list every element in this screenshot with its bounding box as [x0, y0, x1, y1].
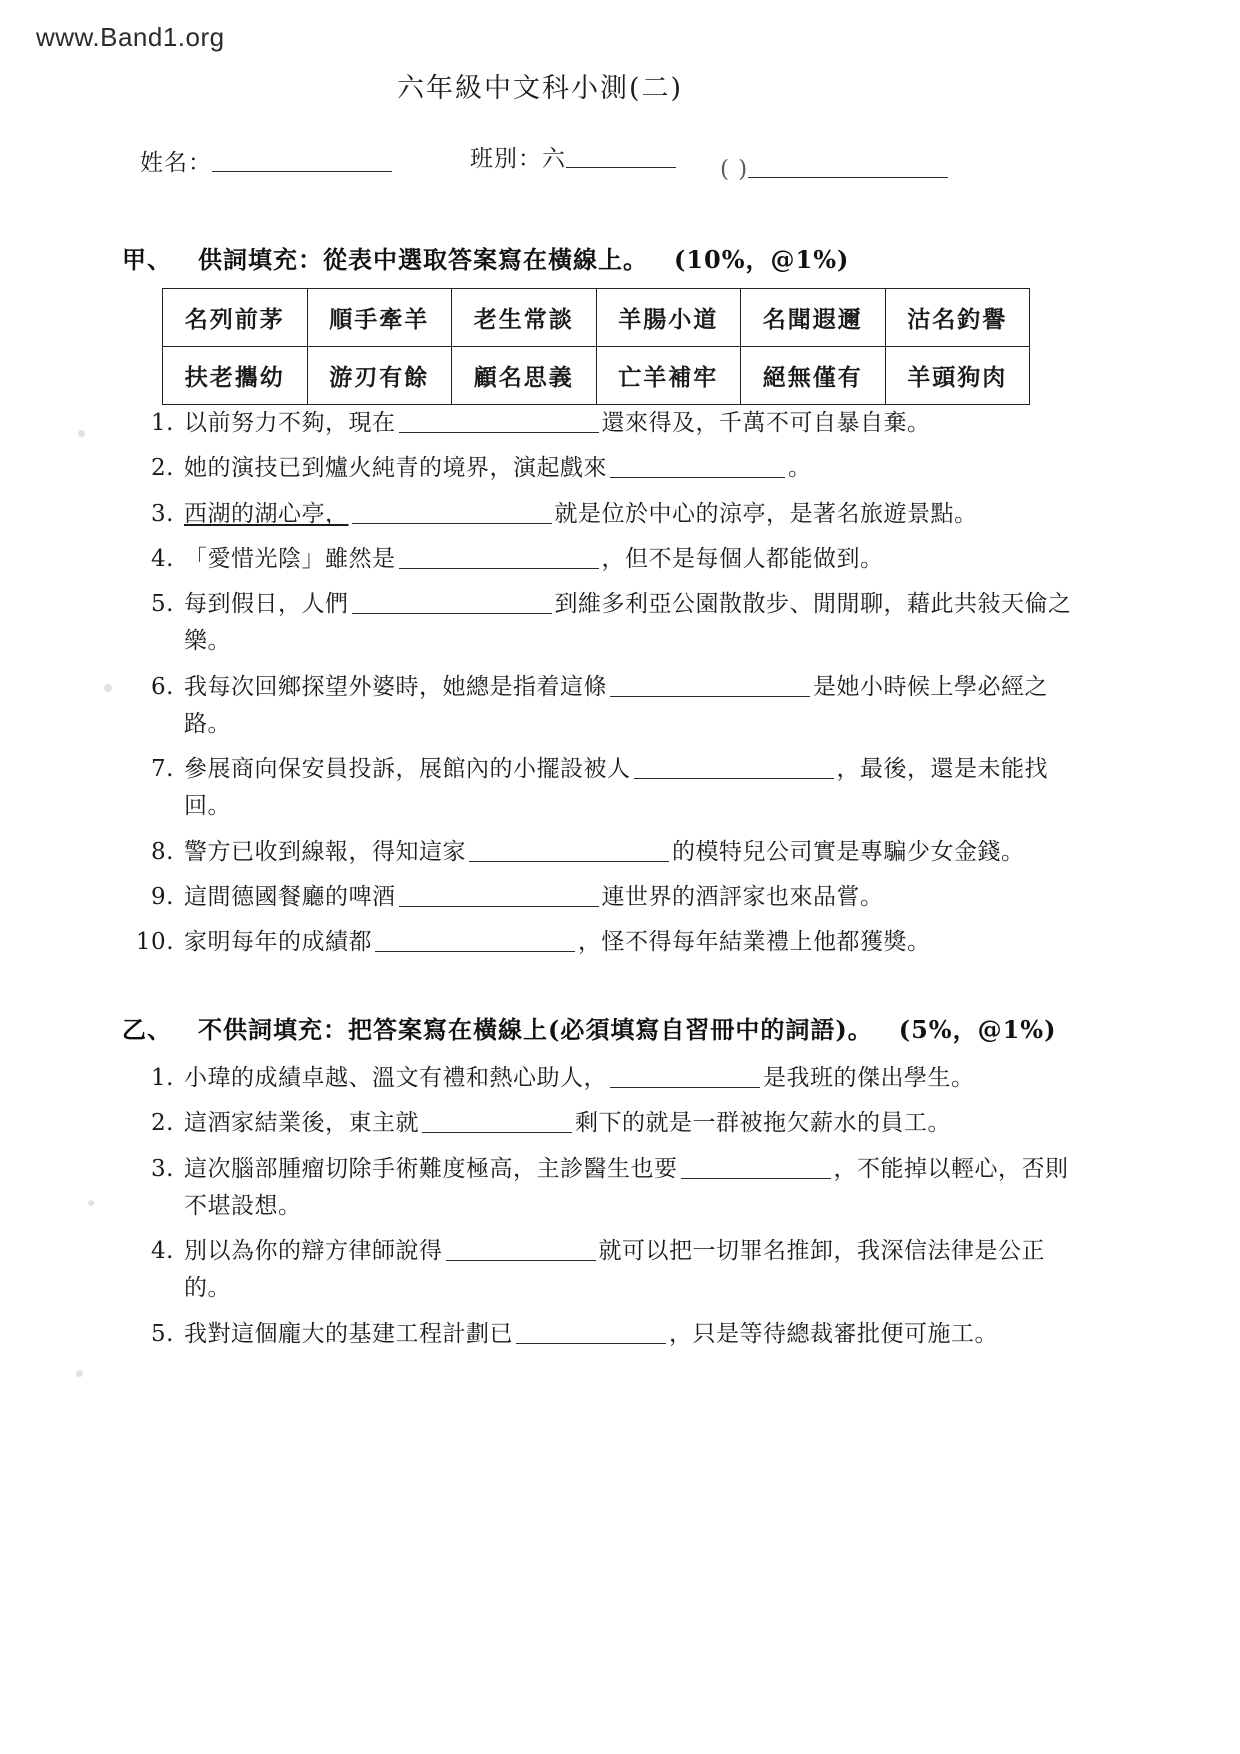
student-number-label: ( ) — [720, 156, 749, 183]
question-text-pre: 我每次回鄉探望外婆時，她總是指着這條 — [184, 673, 607, 700]
answer-blank[interactable] — [422, 1106, 572, 1133]
list-item — [130, 834, 1090, 871]
question-text-post: 是我班的傑出學生。 — [763, 1065, 975, 1091]
question-text-post: 就可以把一切罪名推卸，我深信法律是公正的。 — [184, 1238, 1045, 1302]
question-number: 1. — [151, 1065, 174, 1091]
word-bank-table — [162, 288, 1030, 405]
question-number: 2. — [151, 455, 174, 482]
student-class-label: 班別：六 — [470, 146, 566, 172]
question-text-pre: 這酒家結業後，東主就 — [184, 1110, 419, 1137]
question-body — [184, 496, 1090, 533]
list-item — [130, 405, 1090, 442]
table-row — [163, 289, 1030, 347]
list-item — [130, 924, 1090, 961]
question-text-pre: 別以為你的辯方律師說得 — [184, 1238, 443, 1264]
question-text-post: ，但不是每個人都能做到。 — [601, 545, 884, 572]
question-text-pre: 我對這個龐大的基建工程計劃已 — [184, 1320, 513, 1347]
student-name-blank[interactable] — [212, 146, 392, 172]
answer-blank[interactable] — [610, 669, 810, 696]
student-meta-row — [130, 140, 1130, 183]
answer-blank[interactable] — [352, 587, 552, 614]
word-bank-cell[interactable]: 沽名釣譽 — [885, 289, 1030, 347]
question-body — [184, 1316, 1090, 1353]
section-a-title: 供詞填充：從表中選取答案寫在橫線上。 — [198, 245, 648, 274]
question-body — [184, 669, 1090, 744]
page-title: 六年級中文科小測(二) — [396, 73, 684, 104]
section-a-marker: 甲、 — [122, 245, 172, 274]
question-body — [184, 1105, 1090, 1142]
list-item — [130, 1060, 1090, 1097]
question-body — [184, 541, 1090, 578]
word-bank-cell[interactable]: 亡羊補牢 — [596, 347, 741, 405]
site-watermark: www.Band1.org — [36, 22, 225, 52]
question-text-pre: 以前努力不夠，現在 — [184, 410, 396, 436]
word-bank-cell[interactable]: 羊頭狗肉 — [885, 347, 1030, 405]
word-bank-cell[interactable]: 羊腸小道 — [596, 289, 741, 347]
question-body — [184, 924, 1090, 961]
question-text-pre: 這次腦部腫瘤切除手術難度極高，主診醫生也要 — [184, 1155, 678, 1182]
question-text-pre: 警方已收到線報，得知這家 — [184, 838, 466, 865]
question-text-post: 就是位於中心的涼亭，是著名旅遊景點。 — [554, 500, 978, 527]
word-bank-cell[interactable]: 名聞遐邇 — [741, 289, 886, 347]
question-body — [184, 405, 1090, 442]
question-text-post: ，不能掉以輕心，否則不堪設想。 — [184, 1155, 1069, 1219]
student-name-label: 姓名： — [140, 150, 212, 176]
question-number: 9. — [151, 883, 174, 910]
section-a-heading — [122, 240, 849, 275]
question-text-post: 連世界的酒評家也來品嘗。 — [601, 883, 884, 910]
question-number: 10. — [135, 929, 174, 955]
student-name-field[interactable] — [140, 144, 392, 177]
student-number-blank[interactable] — [748, 152, 948, 178]
question-text-pre: 參展商向保安員投訴，展館內的小擺設被人 — [184, 756, 631, 782]
question-text-pre: 她的演技已到爐火純青的境界，演起戲來 — [184, 455, 607, 482]
list-item — [130, 1233, 1090, 1308]
word-bank-cell[interactable]: 絕無僅有 — [741, 347, 886, 405]
answer-blank[interactable] — [610, 451, 785, 478]
student-class-blank[interactable] — [566, 142, 676, 168]
question-body — [184, 751, 1090, 826]
question-body — [184, 586, 1090, 661]
student-class-field[interactable] — [470, 140, 676, 173]
question-number: 1. — [151, 410, 174, 436]
question-number: 4. — [151, 1238, 174, 1264]
answer-blank[interactable] — [399, 406, 599, 433]
question-text-pre: 這間德國餐廳的啤酒 — [184, 883, 396, 910]
question-text-post: 到維多利亞公園散散步、閒閒聊，藉此共敍天倫之樂。 — [184, 591, 1072, 655]
question-number: 7. — [151, 756, 174, 782]
question-number: 5. — [151, 591, 174, 617]
section-b-heading — [122, 1010, 1056, 1045]
question-body — [184, 1151, 1090, 1226]
student-number-field[interactable] — [720, 152, 948, 182]
list-item — [130, 879, 1090, 916]
list-item — [130, 1316, 1090, 1353]
scan-speck — [78, 430, 85, 437]
table-row — [163, 347, 1030, 405]
list-item — [130, 751, 1090, 826]
word-bank-cell[interactable]: 游刃有餘 — [307, 347, 452, 405]
word-bank-cell[interactable]: 顧名思義 — [452, 347, 597, 405]
word-bank-cell[interactable]: 扶老攜幼 — [163, 347, 308, 405]
section-b-score: (5%，@1%) — [898, 1015, 1057, 1044]
question-text-post: ，只是等待總裁審批便可施工。 — [669, 1320, 998, 1347]
list-item — [130, 1151, 1090, 1226]
question-number: 5. — [151, 1320, 174, 1347]
question-number: 3. — [151, 1155, 174, 1182]
answer-blank[interactable] — [375, 925, 575, 952]
answer-blank[interactable] — [446, 1234, 596, 1261]
question-body — [184, 450, 1090, 487]
question-text-post: 是她小時候上學必經之路。 — [184, 673, 1048, 737]
question-number: 6. — [151, 673, 174, 700]
question-text-pre: 「愛惜光陰」雖然是 — [184, 545, 396, 572]
question-text-post: 剩下的就是一群被拖欠薪水的員工。 — [575, 1110, 951, 1137]
section-b-title: 不供詞填充：把答案寫在橫線上(必須填寫自習冊中的詞語)。 — [198, 1015, 873, 1044]
answer-blank[interactable] — [516, 1316, 666, 1343]
question-number: 3. — [151, 500, 174, 527]
question-text-post: 的模特兒公司實是專騙少女金錢。 — [672, 838, 1025, 865]
answer-blank[interactable] — [681, 1151, 831, 1178]
scan-speck — [76, 1370, 83, 1377]
question-text-post: ，怪不得每年結業禮上他都獲獎。 — [578, 929, 931, 955]
scan-speck — [104, 684, 112, 692]
section-a-score: (10%，@1%) — [674, 245, 850, 274]
question-text-pre: 西湖的湖心亭， — [184, 500, 349, 527]
section-a-question-list — [130, 405, 1090, 969]
question-number: 4. — [151, 545, 174, 572]
list-item — [130, 496, 1090, 533]
question-text-pre: 每到假日，人們 — [184, 591, 349, 617]
question-text-pre: 家明每年的成績都 — [184, 929, 372, 955]
question-text-post: ，最後，還是未能找回。 — [184, 756, 1048, 820]
word-bank-cell[interactable]: 順手牽羊 — [307, 289, 452, 347]
answer-blank[interactable] — [399, 879, 599, 906]
answer-blank[interactable] — [610, 1061, 760, 1088]
word-bank-cell[interactable]: 老生常談 — [452, 289, 597, 347]
question-text-post: 還來得及，千萬不可自暴自棄。 — [601, 410, 931, 436]
answer-blank[interactable] — [469, 834, 669, 861]
section-b-question-list — [130, 1060, 1090, 1361]
question-body — [184, 834, 1090, 871]
word-bank-cell[interactable]: 名列前茅 — [163, 289, 308, 347]
question-body — [184, 1233, 1090, 1308]
question-text-pre: 小瑋的成績卓越、溫文有禮和熱心助人， — [184, 1065, 607, 1091]
scan-speck — [88, 1200, 94, 1206]
question-number: 2. — [151, 1110, 174, 1137]
answer-blank[interactable] — [399, 541, 599, 568]
question-number: 8. — [151, 838, 174, 865]
question-text-post: 。 — [788, 455, 812, 482]
question-body — [184, 1060, 1090, 1097]
section-b-marker: 乙、 — [122, 1015, 172, 1044]
list-item — [130, 1105, 1090, 1142]
question-body — [184, 879, 1090, 916]
list-item — [130, 586, 1090, 661]
list-item — [130, 669, 1090, 744]
list-item — [130, 541, 1090, 578]
list-item — [130, 450, 1090, 487]
answer-blank[interactable] — [634, 752, 834, 779]
answer-blank[interactable] — [352, 496, 552, 523]
